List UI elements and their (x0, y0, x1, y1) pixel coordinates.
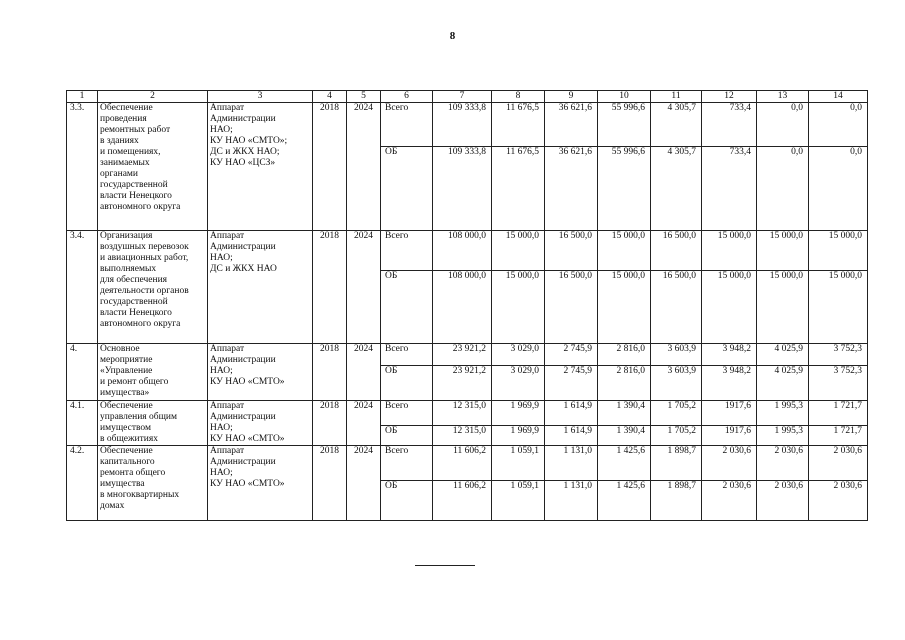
footnote-separator (415, 565, 475, 566)
header-cell: 8 (492, 91, 545, 103)
header-cell: 6 (381, 91, 433, 103)
amount-cell: 11 606,2 (433, 481, 492, 521)
amount-cell: 1 131,0 (545, 446, 598, 481)
activity-name: Основное мероприятие «Управление и ремонт общего имущества» (98, 344, 208, 401)
amount-cell: 11 676,5 (492, 147, 545, 231)
funding-source: ОБ (381, 481, 433, 521)
activity-name: Обеспечение капитального ремонта общего имущества в многоквартирных домах (98, 446, 208, 521)
amount-cell: 15 000,0 (598, 271, 651, 344)
amount-cell: 1 969,9 (492, 425, 545, 445)
amount-cell: 1917,6 (702, 401, 757, 426)
executor: Аппарат Администрации НАО; ДС и ЖКХ НАО (208, 231, 313, 344)
amount-cell: 23 921,2 (433, 344, 492, 366)
amount-cell: 109 333,8 (433, 103, 492, 147)
amount-cell: 55 996,6 (598, 147, 651, 231)
amount-cell: 4 305,7 (651, 147, 702, 231)
amount-cell: 1 995,3 (757, 425, 809, 445)
amount-cell: 15 000,0 (809, 271, 868, 344)
budget-table (66, 90, 868, 521)
amount-cell: 0,0 (809, 103, 868, 147)
amount-cell: 12 315,0 (433, 401, 492, 426)
header-cell: 3 (208, 91, 313, 103)
amount-cell: 733,4 (702, 147, 757, 231)
amount-cell: 2 030,6 (809, 446, 868, 481)
funding-source: ОБ (381, 271, 433, 344)
amount-cell: 1 995,3 (757, 401, 809, 426)
amount-cell: 16 500,0 (651, 271, 702, 344)
amount-cell: 11 606,2 (433, 446, 492, 481)
amount-cell: 4 025,9 (757, 344, 809, 366)
amount-cell: 109 333,8 (433, 147, 492, 231)
amount-cell: 3 603,9 (651, 344, 702, 366)
executor: Аппарат Администрации НАО; КУ НАО «СМТО» (208, 401, 313, 446)
end-year: 2024 (347, 446, 381, 521)
row-number: 4.2. (67, 446, 98, 521)
amount-cell: 36 621,6 (545, 103, 598, 147)
row-number: 3.3. (67, 103, 98, 231)
header-cell: 13 (757, 91, 809, 103)
table-row (67, 401, 868, 426)
amount-cell: 15 000,0 (809, 231, 868, 271)
amount-cell: 2 745,9 (545, 366, 598, 401)
amount-cell: 3 029,0 (492, 366, 545, 401)
amount-cell: 1 390,4 (598, 425, 651, 445)
amount-cell: 16 500,0 (651, 231, 702, 271)
amount-cell: 1 705,2 (651, 425, 702, 445)
funding-source: ОБ (381, 147, 433, 231)
row-number: 3.4. (67, 231, 98, 344)
amount-cell: 1 425,6 (598, 481, 651, 521)
amount-cell: 1 131,0 (545, 481, 598, 521)
amount-cell: 108 000,0 (433, 231, 492, 271)
header-cell: 4 (313, 91, 347, 103)
activity-name: Организация воздушных перевозок и авиационных работ, выполняемых для обеспечения деятельности органов государственной власти Ненецкого автономного округа (98, 231, 208, 344)
funding-source: Всего (381, 231, 433, 271)
amount-cell: 1 721,7 (809, 401, 868, 426)
amount-cell: 1 059,1 (492, 481, 545, 521)
amount-cell: 2 816,0 (598, 344, 651, 366)
amount-cell: 2 030,6 (809, 481, 868, 521)
amount-cell: 1917,6 (702, 425, 757, 445)
amount-cell: 1 898,7 (651, 481, 702, 521)
amount-cell: 0,0 (809, 147, 868, 231)
amount-cell: 1 898,7 (651, 446, 702, 481)
row-number: 4.1. (67, 401, 98, 446)
amount-cell: 1 705,2 (651, 401, 702, 426)
page-number: 8 (449, 30, 456, 42)
amount-cell: 1 390,4 (598, 401, 651, 426)
amount-cell: 15 000,0 (702, 271, 757, 344)
executor: Аппарат Администрации НАО; КУ НАО «СМТО»; ДС и ЖКХ НАО; КУ НАО «ЦСЗ» (208, 103, 313, 231)
end-year: 2024 (347, 401, 381, 446)
amount-cell: 23 921,2 (433, 366, 492, 401)
header-cell: 12 (702, 91, 757, 103)
amount-cell: 3 752,3 (809, 366, 868, 401)
header-cell: 9 (545, 91, 598, 103)
funding-source: Всего (381, 401, 433, 426)
amount-cell: 4 025,9 (757, 366, 809, 401)
amount-cell: 15 000,0 (492, 271, 545, 344)
funding-source: Всего (381, 344, 433, 366)
amount-cell: 12 315,0 (433, 425, 492, 445)
amount-cell: 1 721,7 (809, 425, 868, 445)
amount-cell: 733,4 (702, 103, 757, 147)
amount-cell: 2 030,6 (702, 446, 757, 481)
amount-cell: 11 676,5 (492, 103, 545, 147)
header-cell: 5 (347, 91, 381, 103)
amount-cell: 3 752,3 (809, 344, 868, 366)
header-row (67, 91, 868, 103)
table-row (67, 446, 868, 481)
amount-cell: 3 948,2 (702, 344, 757, 366)
amount-cell: 1 614,9 (545, 401, 598, 426)
executor: Аппарат Администрации НАО; КУ НАО «СМТО» (208, 344, 313, 401)
start-year: 2018 (313, 231, 347, 344)
amount-cell: 2 030,6 (757, 481, 809, 521)
funding-source: ОБ (381, 366, 433, 401)
table-row (67, 344, 868, 366)
end-year: 2024 (347, 344, 381, 401)
table-row (67, 103, 868, 147)
row-number: 4. (67, 344, 98, 401)
amount-cell: 55 996,6 (598, 103, 651, 147)
amount-cell: 108 000,0 (433, 271, 492, 344)
header-cell: 1 (67, 91, 98, 103)
end-year: 2024 (347, 231, 381, 344)
amount-cell: 1 614,9 (545, 425, 598, 445)
amount-cell: 2 745,9 (545, 344, 598, 366)
amount-cell: 16 500,0 (545, 271, 598, 344)
header-cell: 7 (433, 91, 492, 103)
activity-name: Обеспечение управления общим имуществом в общежитиях (98, 401, 208, 446)
amount-cell: 2 030,6 (757, 446, 809, 481)
amount-cell: 0,0 (757, 103, 809, 147)
amount-cell: 16 500,0 (545, 231, 598, 271)
amount-cell: 1 425,6 (598, 446, 651, 481)
amount-cell: 3 029,0 (492, 344, 545, 366)
amount-cell: 15 000,0 (702, 231, 757, 271)
activity-name: Обеспечение проведения ремонтных работ в зданиях и помещениях, занимаемых органами государственной власти Ненецкого автономного округа (98, 103, 208, 231)
start-year: 2018 (313, 401, 347, 446)
start-year: 2018 (313, 103, 347, 231)
funding-source: Всего (381, 446, 433, 481)
amount-cell: 2 030,6 (702, 481, 757, 521)
amount-cell: 3 948,2 (702, 366, 757, 401)
start-year: 2018 (313, 344, 347, 401)
amount-cell: 36 621,6 (545, 147, 598, 231)
amount-cell: 3 603,9 (651, 366, 702, 401)
amount-cell: 2 816,0 (598, 366, 651, 401)
start-year: 2018 (313, 446, 347, 521)
header-cell: 10 (598, 91, 651, 103)
amount-cell: 0,0 (757, 147, 809, 231)
header-cell: 14 (809, 91, 868, 103)
amount-cell: 15 000,0 (598, 231, 651, 271)
amount-cell: 1 059,1 (492, 446, 545, 481)
amount-cell: 15 000,0 (757, 271, 809, 344)
end-year: 2024 (347, 103, 381, 231)
amount-cell: 15 000,0 (757, 231, 809, 271)
funding-source: Всего (381, 103, 433, 147)
executor: Аппарат Администрации НАО; КУ НАО «СМТО» (208, 446, 313, 521)
amount-cell: 15 000,0 (492, 231, 545, 271)
header-cell: 2 (98, 91, 208, 103)
header-cell: 11 (651, 91, 702, 103)
amount-cell: 1 969,9 (492, 401, 545, 426)
amount-cell: 4 305,7 (651, 103, 702, 147)
table-row (67, 231, 868, 271)
funding-source: ОБ (381, 425, 433, 445)
